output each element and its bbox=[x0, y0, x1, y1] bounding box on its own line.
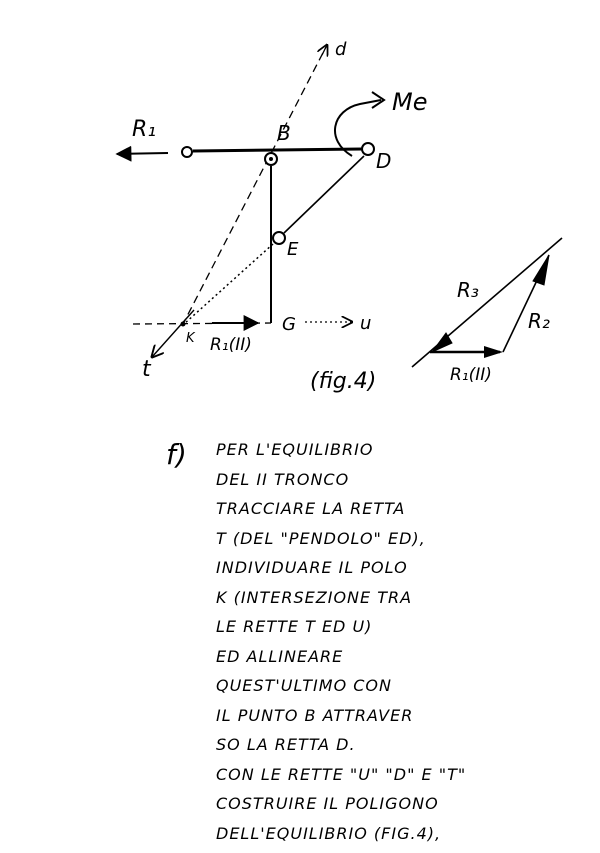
label-d-point: D bbox=[376, 149, 391, 173]
note-line: COSTRUIRE IL POLIGONO bbox=[216, 794, 466, 824]
note-line: QUEST'ULTIMO CON bbox=[216, 676, 466, 706]
figure-label: (fig.4) bbox=[310, 369, 376, 394]
polygon-label-r3: R₃ bbox=[457, 278, 479, 302]
note-line: T (DEL "PENDOLO" ED), bbox=[216, 529, 466, 559]
label-t: t bbox=[142, 357, 152, 382]
line-d bbox=[182, 45, 327, 326]
label-k: K bbox=[186, 331, 196, 346]
dotted-ek bbox=[184, 244, 273, 324]
polygon-r2-arrowhead bbox=[533, 255, 549, 285]
note-line: K (INTERSEZIONE TRA bbox=[216, 588, 466, 618]
note-line: DEL II TRONCO bbox=[216, 470, 466, 500]
r1-arrow bbox=[117, 153, 168, 154]
label-b: B bbox=[277, 121, 291, 145]
note-lines bbox=[216, 440, 466, 853]
note-line: INDIVIDUARE IL POLO bbox=[216, 558, 466, 588]
label-e: E bbox=[287, 239, 299, 260]
note-line: PER L'EQUILIBRIO bbox=[216, 440, 466, 470]
force-polygon bbox=[412, 238, 562, 385]
note-line: IL PUNTO B ATTRAVER bbox=[216, 706, 466, 736]
label-g: G bbox=[282, 314, 296, 335]
hinge-e bbox=[273, 232, 285, 244]
note-marker: f) bbox=[166, 438, 187, 471]
hinge-b-dot bbox=[269, 157, 273, 161]
polygon-label-r2: R₂ bbox=[528, 309, 550, 333]
hinge-left bbox=[182, 147, 192, 157]
note-line: CON LE RETTE "U" "D" E "T" bbox=[216, 765, 466, 795]
pole-k bbox=[181, 322, 186, 327]
note-line: SO LA RETTA D. bbox=[216, 735, 466, 765]
label-r1ii: R₁(II) bbox=[210, 335, 252, 355]
line-d-arrow bbox=[322, 45, 327, 55]
pendulum-de bbox=[284, 156, 364, 233]
note-line: LE RETTE T ED U) bbox=[216, 617, 466, 647]
beam bbox=[193, 149, 362, 151]
label-d: d bbox=[335, 39, 347, 60]
hinge-d bbox=[362, 143, 374, 155]
note-line: ED ALLINEARE bbox=[216, 647, 466, 677]
note-line: DELL'EQUILIBRIO (FIG.4), bbox=[216, 824, 466, 853]
polygon-r1ii-arrowhead bbox=[484, 346, 503, 358]
note-line: TRACCIARE LA RETTA bbox=[216, 499, 466, 529]
label-r1: R₁ bbox=[132, 117, 156, 142]
polygon-label-r1ii: R₁(II) bbox=[450, 365, 492, 385]
label-u: u bbox=[360, 313, 371, 334]
label-me: Me bbox=[392, 88, 427, 116]
